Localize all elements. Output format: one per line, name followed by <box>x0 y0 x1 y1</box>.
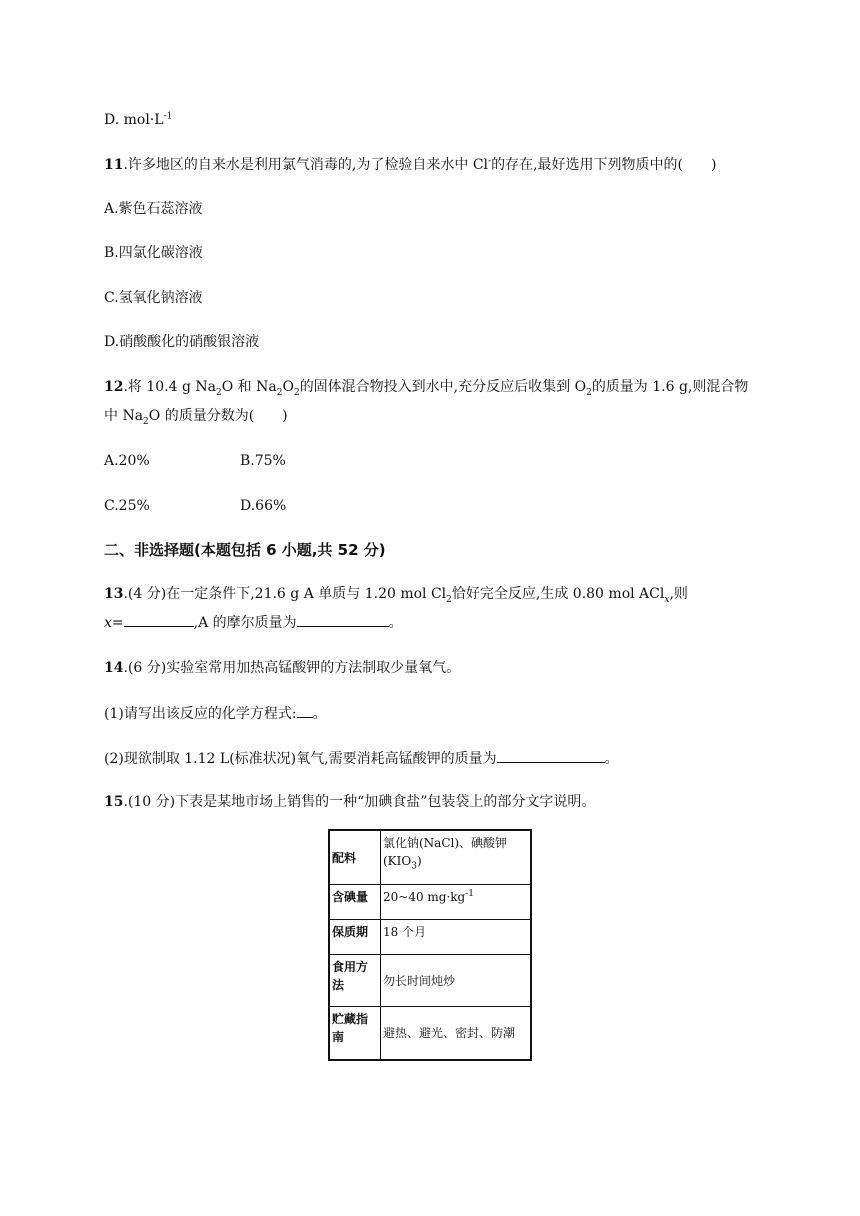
ingredients-line2-sub: 3 <box>411 861 417 872</box>
q11-stem-sup: - <box>488 156 492 167</box>
q13-x-label: x <box>104 615 112 631</box>
q12-stem-line2 <box>104 406 288 426</box>
storage-key-line1: 贮藏指 <box>332 1011 369 1026</box>
q14-sub2 <box>104 748 619 769</box>
ingredients-line2-b: ) <box>416 854 422 868</box>
q15-stem-text: .(10 分)下表是某地市场上销售的一种“加碘食盐”包装袋上的部分文字说明。 <box>123 794 596 810</box>
q14-sub2-text: (2)现欲制取 1.12 L(标准状况)氧气,需要消耗高锰酸钾的质量为 <box>104 751 497 767</box>
table-value-storage: 避热、避光、密封、防潮 <box>381 1006 532 1060</box>
q12-l1-s3: 2 <box>293 387 300 398</box>
table-row <box>329 919 531 954</box>
table-row <box>329 1006 531 1060</box>
q14-blank-equation[interactable] <box>297 703 313 718</box>
q11-stem <box>104 155 716 175</box>
q11-number: 11 <box>104 157 124 173</box>
table-value-iodine <box>381 884 532 919</box>
q12-l1-a: .将 10.4 g Na <box>123 379 217 395</box>
q14-sub2-end: 。 <box>604 751 619 767</box>
storage-key-line2: 南 <box>332 1029 345 1044</box>
q14-blank-mass[interactable] <box>497 748 605 763</box>
usage-key-line1: 食用方 <box>332 959 369 974</box>
usage-key-line2: 法 <box>332 977 345 992</box>
table-key-ingredients: 配料 <box>329 830 381 884</box>
q11-option-d: D.硝酸酸化的硝酸银溶液 <box>104 334 260 350</box>
q13-stem-line1 <box>104 584 688 604</box>
q12-l1-s1: 2 <box>216 387 222 398</box>
q14-sub1-text: (1)请写出该反应的化学方程式: <box>104 706 297 722</box>
q13-l2-c: 。 <box>388 615 403 631</box>
table-row <box>329 954 531 1006</box>
table-key-shelf-life: 保质期 <box>329 919 381 954</box>
q12-l1-e: 的质量为 1.6 g,则混合物 <box>591 379 749 395</box>
q14-stem <box>104 658 460 678</box>
q10-option-d <box>104 110 172 130</box>
q12-option-d: D.66% <box>240 498 287 514</box>
q11-option-a: A.紫色石蕊溶液 <box>104 201 203 217</box>
q11-option-b: B.四氯化碳溶液 <box>104 245 203 261</box>
q13-l2-b: ,A 的摩尔质量为 <box>193 615 297 631</box>
table-key-iodine: 含碘量 <box>329 884 381 919</box>
table-row <box>329 830 531 884</box>
q12-option-b: B.75% <box>240 453 286 469</box>
q13-l2-a: = <box>111 615 124 631</box>
q12-l2-a: 中 Na <box>104 408 144 424</box>
table-value-usage: 勿长时间炖炒 <box>381 954 532 1006</box>
salt-info-table <box>328 829 532 1061</box>
q13-blank-molar-mass[interactable] <box>297 612 389 627</box>
q13-stem-line2 <box>104 612 403 633</box>
table-value-shelf-life: 18 个月 <box>381 919 532 954</box>
q12-l1-d: 的固体混合物投入到水中,充分反应后收集到 O <box>299 379 587 395</box>
table-key-storage <box>329 1006 381 1060</box>
table-value-ingredients <box>381 830 532 884</box>
q12-option-c: C.25% <box>104 498 150 514</box>
q12-l1-c: O <box>282 379 294 395</box>
q14-sub1-end: 。 <box>312 706 327 722</box>
q15-stem <box>104 792 595 812</box>
q13-l1-s1: 2 <box>446 594 452 605</box>
section2-title: 二、非选择题(本题包括 6 小题,共 52 分) <box>104 541 386 559</box>
q14-number: 14 <box>104 660 124 676</box>
q13-number: 13 <box>104 586 124 602</box>
q11-stem-b: 的存在,最好选用下列物质中的( ) <box>491 157 717 173</box>
q11-stem-a: .许多地区的自来水是利用氯气消毒的,为了检验自来水中 Cl <box>123 157 489 173</box>
q14-sub1 <box>104 703 327 724</box>
iodine-value: 20~40 mg·kg <box>383 889 466 904</box>
q12-l1-b: O 和 Na <box>221 379 277 395</box>
q12-option-a: A.20% <box>104 453 150 469</box>
q11-option-c: C.氢氧化钠溶液 <box>104 290 203 306</box>
q12-l1-s2: 2 <box>276 387 283 398</box>
q10-option-d-text: D. mol·L <box>104 112 164 128</box>
q15-number: 15 <box>104 794 124 810</box>
q13-l1-b: 恰好完全反应,生成 0.80 mol ACl <box>451 586 665 602</box>
q12-l2-b: O 的质量分数为( ) <box>148 408 288 424</box>
table-key-usage <box>329 954 381 1006</box>
iodine-unit-sup: -1 <box>465 888 475 899</box>
q12-l1-s4: 2 <box>586 387 592 398</box>
q14-stem-text: .(6 分)实验室常用加热高锰酸钾的方法制取少量氧气。 <box>123 660 461 676</box>
q12-number: 12 <box>104 379 124 395</box>
q13-l1-s2: x <box>664 594 670 605</box>
table-row <box>329 884 531 919</box>
q13-l1-a: .(4 分)在一定条件下,21.6 g A 单质与 1.20 mol Cl <box>123 586 447 602</box>
q13-l1-c: ,则 <box>669 586 688 602</box>
q12-l2-s1: 2 <box>143 416 149 427</box>
q12-stem-line1 <box>104 377 748 397</box>
q10-option-d-sup: -1 <box>163 111 173 122</box>
ingredients-line2-a: (KIO <box>383 854 412 868</box>
ingredients-line1: 氯化钠(NaCl)、碘酸钾 <box>383 836 508 850</box>
q13-blank-x[interactable] <box>124 612 194 627</box>
